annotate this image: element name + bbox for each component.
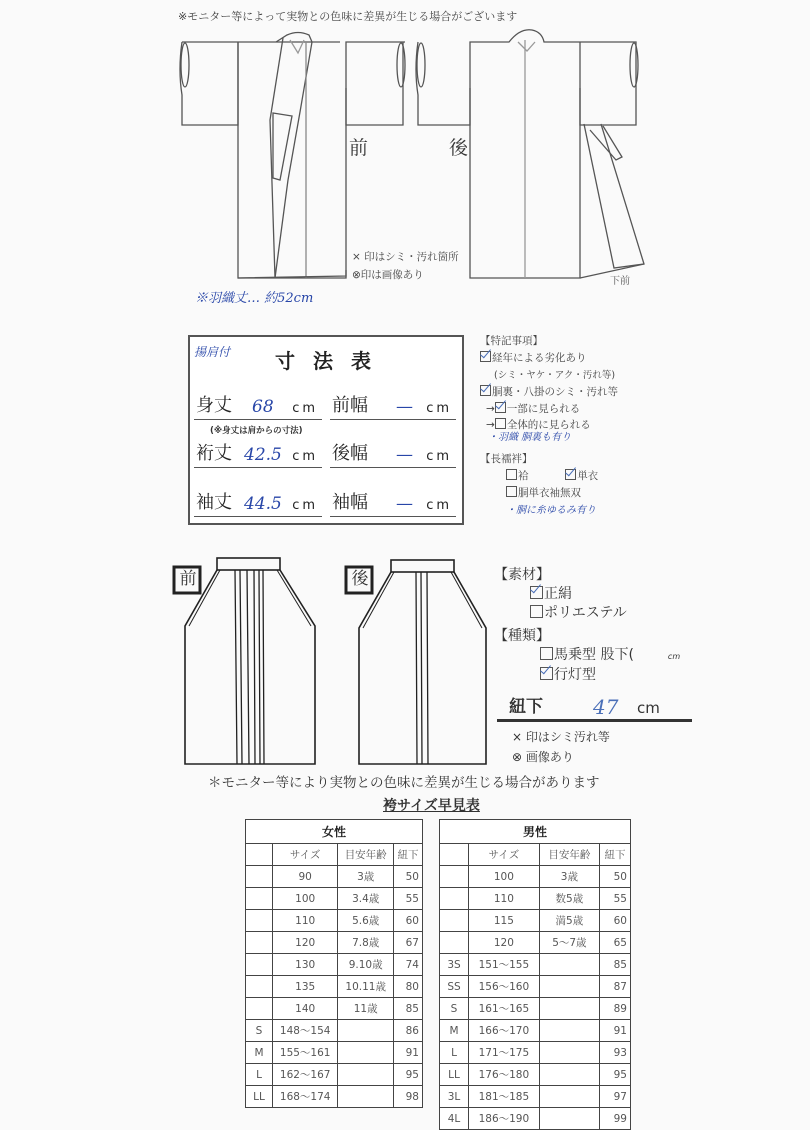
table-cell: 156〜160 <box>469 976 540 998</box>
table-cell: 3歳 <box>338 866 394 888</box>
himo-label: 紐下 <box>509 697 543 717</box>
table-cell: LL <box>440 1064 469 1086</box>
text-label: 前幅 <box>332 395 368 416</box>
checkbox-unchecked <box>530 605 543 618</box>
table-cell: サイズ <box>273 844 338 866</box>
table-cell <box>539 976 599 998</box>
text-label: 胴単衣袖無双 <box>518 487 581 499</box>
table-cell: 満5歳 <box>539 910 599 932</box>
table-cell: 11歳 <box>338 998 394 1020</box>
text-label: cm <box>426 449 452 464</box>
text-label: ポリエステル <box>544 605 627 621</box>
table-row <box>440 1086 631 1108</box>
table-cell: 110 <box>469 888 540 910</box>
table-cell: 3.4歳 <box>338 888 394 910</box>
table-cell: 97 <box>600 1086 631 1108</box>
men-size-table <box>439 819 631 1130</box>
hakama-front-label: 前 <box>179 569 197 589</box>
table-cell <box>338 1020 394 1042</box>
table-row <box>246 866 423 888</box>
table-cell: 85 <box>394 998 423 1020</box>
table-cell: 148〜154 <box>273 1020 338 1042</box>
table-cell: 目安年齢 <box>338 844 394 866</box>
note-item: (シミ・ヤケ・アク・汚れ等) <box>494 370 616 381</box>
table-cell: 50 <box>394 866 423 888</box>
table-cell: 紐下 <box>600 844 631 866</box>
table-row <box>246 976 423 998</box>
table-row <box>246 932 423 954</box>
men-title: 男性 <box>440 820 631 844</box>
legend-stain: × 印はシミ汚れ等 <box>512 730 610 744</box>
table-cell: 100 <box>273 888 338 910</box>
table-cell: 135 <box>273 976 338 998</box>
text-label: 一部に見られる <box>506 403 581 415</box>
table-cell <box>440 866 469 888</box>
table-row <box>246 998 423 1020</box>
table-cell: 数5歳 <box>539 888 599 910</box>
table-cell: 120 <box>469 932 540 954</box>
table-cell: L <box>440 1042 469 1064</box>
table-cell <box>338 1042 394 1064</box>
table-cell: 171〜175 <box>469 1042 540 1064</box>
haori-length-note: ※羽織丈… 約52cm <box>195 291 314 306</box>
table-cell <box>246 910 273 932</box>
table-cell: 86 <box>394 1020 423 1042</box>
table-cell: 87 <box>600 976 631 998</box>
table-row <box>440 1020 631 1042</box>
table-cell <box>539 1108 599 1130</box>
table-cell <box>246 954 273 976</box>
table-cell <box>539 1086 599 1108</box>
kimono-back-label: 後 <box>449 137 469 159</box>
table-cell <box>246 888 273 910</box>
table-cell: 168〜174 <box>273 1086 338 1108</box>
table-cell <box>246 976 273 998</box>
table-row <box>440 1064 631 1086</box>
mitake-value: 68 <box>252 397 274 417</box>
text-label: 全体的に見られる <box>506 419 591 431</box>
lower-front-label: 下前 <box>610 276 630 287</box>
table-row <box>440 976 631 998</box>
hakama-specs <box>494 566 680 685</box>
table-cell: 140 <box>273 998 338 1020</box>
text-label: 胴裏・八掛のシミ・汚れ等 <box>492 386 618 398</box>
table-cell: 55 <box>394 888 423 910</box>
legend-image: ⊗印は画像あり <box>352 269 424 281</box>
table-cell: 67 <box>394 932 423 954</box>
hakama-back-label: 後 <box>351 569 369 589</box>
table-cell: 89 <box>600 998 631 1020</box>
table-row <box>246 888 423 910</box>
checkbox-unchecked <box>540 647 553 660</box>
table-cell: 紐下 <box>394 844 423 866</box>
text-label: cm <box>667 652 681 661</box>
table-cell: M <box>440 1020 469 1042</box>
text-label: — <box>396 445 413 465</box>
table-cell <box>440 844 469 866</box>
table-cell <box>539 998 599 1020</box>
handwritten-tag: 揚肩付 <box>194 345 231 359</box>
women-size-table <box>245 819 423 1108</box>
table-row <box>246 1086 423 1108</box>
size-chart-title: 袴サイズ早見表 <box>383 798 480 814</box>
table-cell <box>539 954 599 976</box>
table-row <box>440 888 631 910</box>
table-cell: 5〜7歳 <box>539 932 599 954</box>
table-cell <box>338 1086 394 1108</box>
table-cell: 90 <box>273 866 338 888</box>
sodetake-value: 44.5 <box>244 494 282 514</box>
table-cell: 7.8歳 <box>338 932 394 954</box>
table-cell: 5.6歳 <box>338 910 394 932</box>
juban-handwritten: ・胴に糸ゆるみ有り <box>506 505 596 516</box>
table-cell: 162〜167 <box>273 1064 338 1086</box>
table-cell: 93 <box>600 1042 631 1064</box>
handwritten-note: ・羽織 胴裏も有り <box>488 432 572 443</box>
table-cell: 99 <box>600 1108 631 1130</box>
table-cell: 151〜155 <box>469 954 540 976</box>
table-cell: 186〜190 <box>469 1108 540 1130</box>
text-label: 身丈 <box>196 395 232 416</box>
table-cell: 4L <box>440 1108 469 1130</box>
text-label: 馬乗型 股下( <box>554 647 634 663</box>
table-cell: 80 <box>394 976 423 998</box>
table-cell: 181〜185 <box>469 1086 540 1108</box>
material-heading: 【素材】 <box>494 567 550 583</box>
table-cell: 9.10歳 <box>338 954 394 976</box>
table-cell <box>246 932 273 954</box>
table-cell: 60 <box>600 910 631 932</box>
table-row <box>246 1020 423 1042</box>
table-cell: 155〜161 <box>273 1042 338 1064</box>
text-label: — <box>396 397 413 417</box>
text-label: 行灯型 <box>554 667 596 683</box>
text-label: 裄丈 <box>196 443 232 464</box>
text-label: 袖丈 <box>196 492 232 513</box>
table-row <box>440 910 631 932</box>
table-cell: 目安年齢 <box>539 844 599 866</box>
table-cell: 74 <box>394 954 423 976</box>
mitake-note: (※身丈は肩からの寸法) <box>210 426 303 436</box>
table-cell: 85 <box>600 954 631 976</box>
table-cell: S <box>246 1020 273 1042</box>
text-label: cm <box>426 498 452 513</box>
table-cell <box>539 1064 599 1086</box>
table-cell: サイズ <box>469 844 540 866</box>
table-row <box>440 954 631 976</box>
table-cell <box>440 888 469 910</box>
text-label: → <box>486 419 495 431</box>
table-row <box>246 1042 423 1064</box>
material-option <box>494 604 680 623</box>
table-cell: 65 <box>600 932 631 954</box>
type-option <box>494 666 680 685</box>
table-cell <box>338 1064 394 1086</box>
table-row <box>440 866 631 888</box>
text-label: 袖幅 <box>332 492 368 513</box>
table-cell: 55 <box>600 888 631 910</box>
table-cell: 115 <box>469 910 540 932</box>
table-cell <box>440 932 469 954</box>
himo-unit: cm <box>637 699 660 717</box>
table-row <box>246 954 423 976</box>
text-label: cm <box>292 498 318 513</box>
table-cell: 161〜165 <box>469 998 540 1020</box>
table-cell <box>539 1020 599 1042</box>
table-cell <box>246 998 273 1020</box>
text-label: 経年による劣化あり <box>492 352 587 364</box>
table-cell: 50 <box>600 866 631 888</box>
text-label: → <box>486 403 495 415</box>
table-cell: 3S <box>440 954 469 976</box>
table-cell: 91 <box>600 1020 631 1042</box>
measurement-title: 寸法表 <box>275 349 389 373</box>
table-cell: S <box>440 998 469 1020</box>
table-cell: 3L <box>440 1086 469 1108</box>
table-cell: 91 <box>394 1042 423 1064</box>
table-cell: 176〜180 <box>469 1064 540 1086</box>
text-label: 後幅 <box>332 443 368 464</box>
himo-value: 47 <box>593 695 619 719</box>
text-label: cm <box>426 401 452 416</box>
table-cell: 120 <box>273 932 338 954</box>
himo-measurement <box>497 693 692 722</box>
text-label: cm <box>292 401 318 416</box>
text-label: 単衣 <box>577 470 599 482</box>
table-cell <box>539 1042 599 1064</box>
table-cell: SS <box>440 976 469 998</box>
checkbox-checked <box>540 667 553 680</box>
table-cell: M <box>246 1042 273 1064</box>
table-cell: 10.11歳 <box>338 976 394 998</box>
table-row <box>440 1042 631 1064</box>
table-cell: 95 <box>600 1064 631 1086</box>
table-cell: 95 <box>394 1064 423 1086</box>
juban-heading: 【長襦袢】 <box>480 453 533 465</box>
material-option <box>494 585 680 604</box>
table-cell: 3歳 <box>539 866 599 888</box>
table-cell <box>440 910 469 932</box>
color-disclaimer: ＊モニター等により実物との色味に差異が生じる場合があります <box>208 775 600 791</box>
type-option <box>494 646 680 666</box>
monitor-color-note: ※モニター等によって実物との色味に差異が生じる場合がございます <box>178 10 518 23</box>
table-cell: 110 <box>273 910 338 932</box>
table-cell: 100 <box>469 866 540 888</box>
women-title: 女性 <box>246 820 423 844</box>
table-cell <box>246 844 273 866</box>
table-cell: 98 <box>394 1086 423 1108</box>
table-row <box>246 910 423 932</box>
legend-image: ⊗ 画像あり <box>512 750 574 764</box>
table-cell: LL <box>246 1086 273 1108</box>
table-cell <box>246 866 273 888</box>
table-row <box>440 932 631 954</box>
table-row <box>440 998 631 1020</box>
table-cell: 60 <box>394 910 423 932</box>
table-row <box>246 1064 423 1086</box>
text-label: cm <box>292 449 318 464</box>
table-cell: 130 <box>273 954 338 976</box>
table-cell: L <box>246 1064 273 1086</box>
text-label: 正絹 <box>544 586 572 602</box>
type-heading: 【種類】 <box>494 628 550 644</box>
hakama-legend <box>512 727 610 767</box>
legend-stain: × 印はシミ・汚れ箇所 <box>352 251 459 263</box>
yukitake-value: 42.5 <box>244 445 282 465</box>
table-row <box>440 1108 631 1130</box>
kimono-front-label: 前 <box>349 137 369 159</box>
text-label: 袷 <box>518 470 529 482</box>
table-cell: 166〜170 <box>469 1020 540 1042</box>
checkbox-checked <box>530 586 543 599</box>
text-label: — <box>396 494 413 514</box>
notes-heading: 【特記事項】 <box>480 335 543 347</box>
